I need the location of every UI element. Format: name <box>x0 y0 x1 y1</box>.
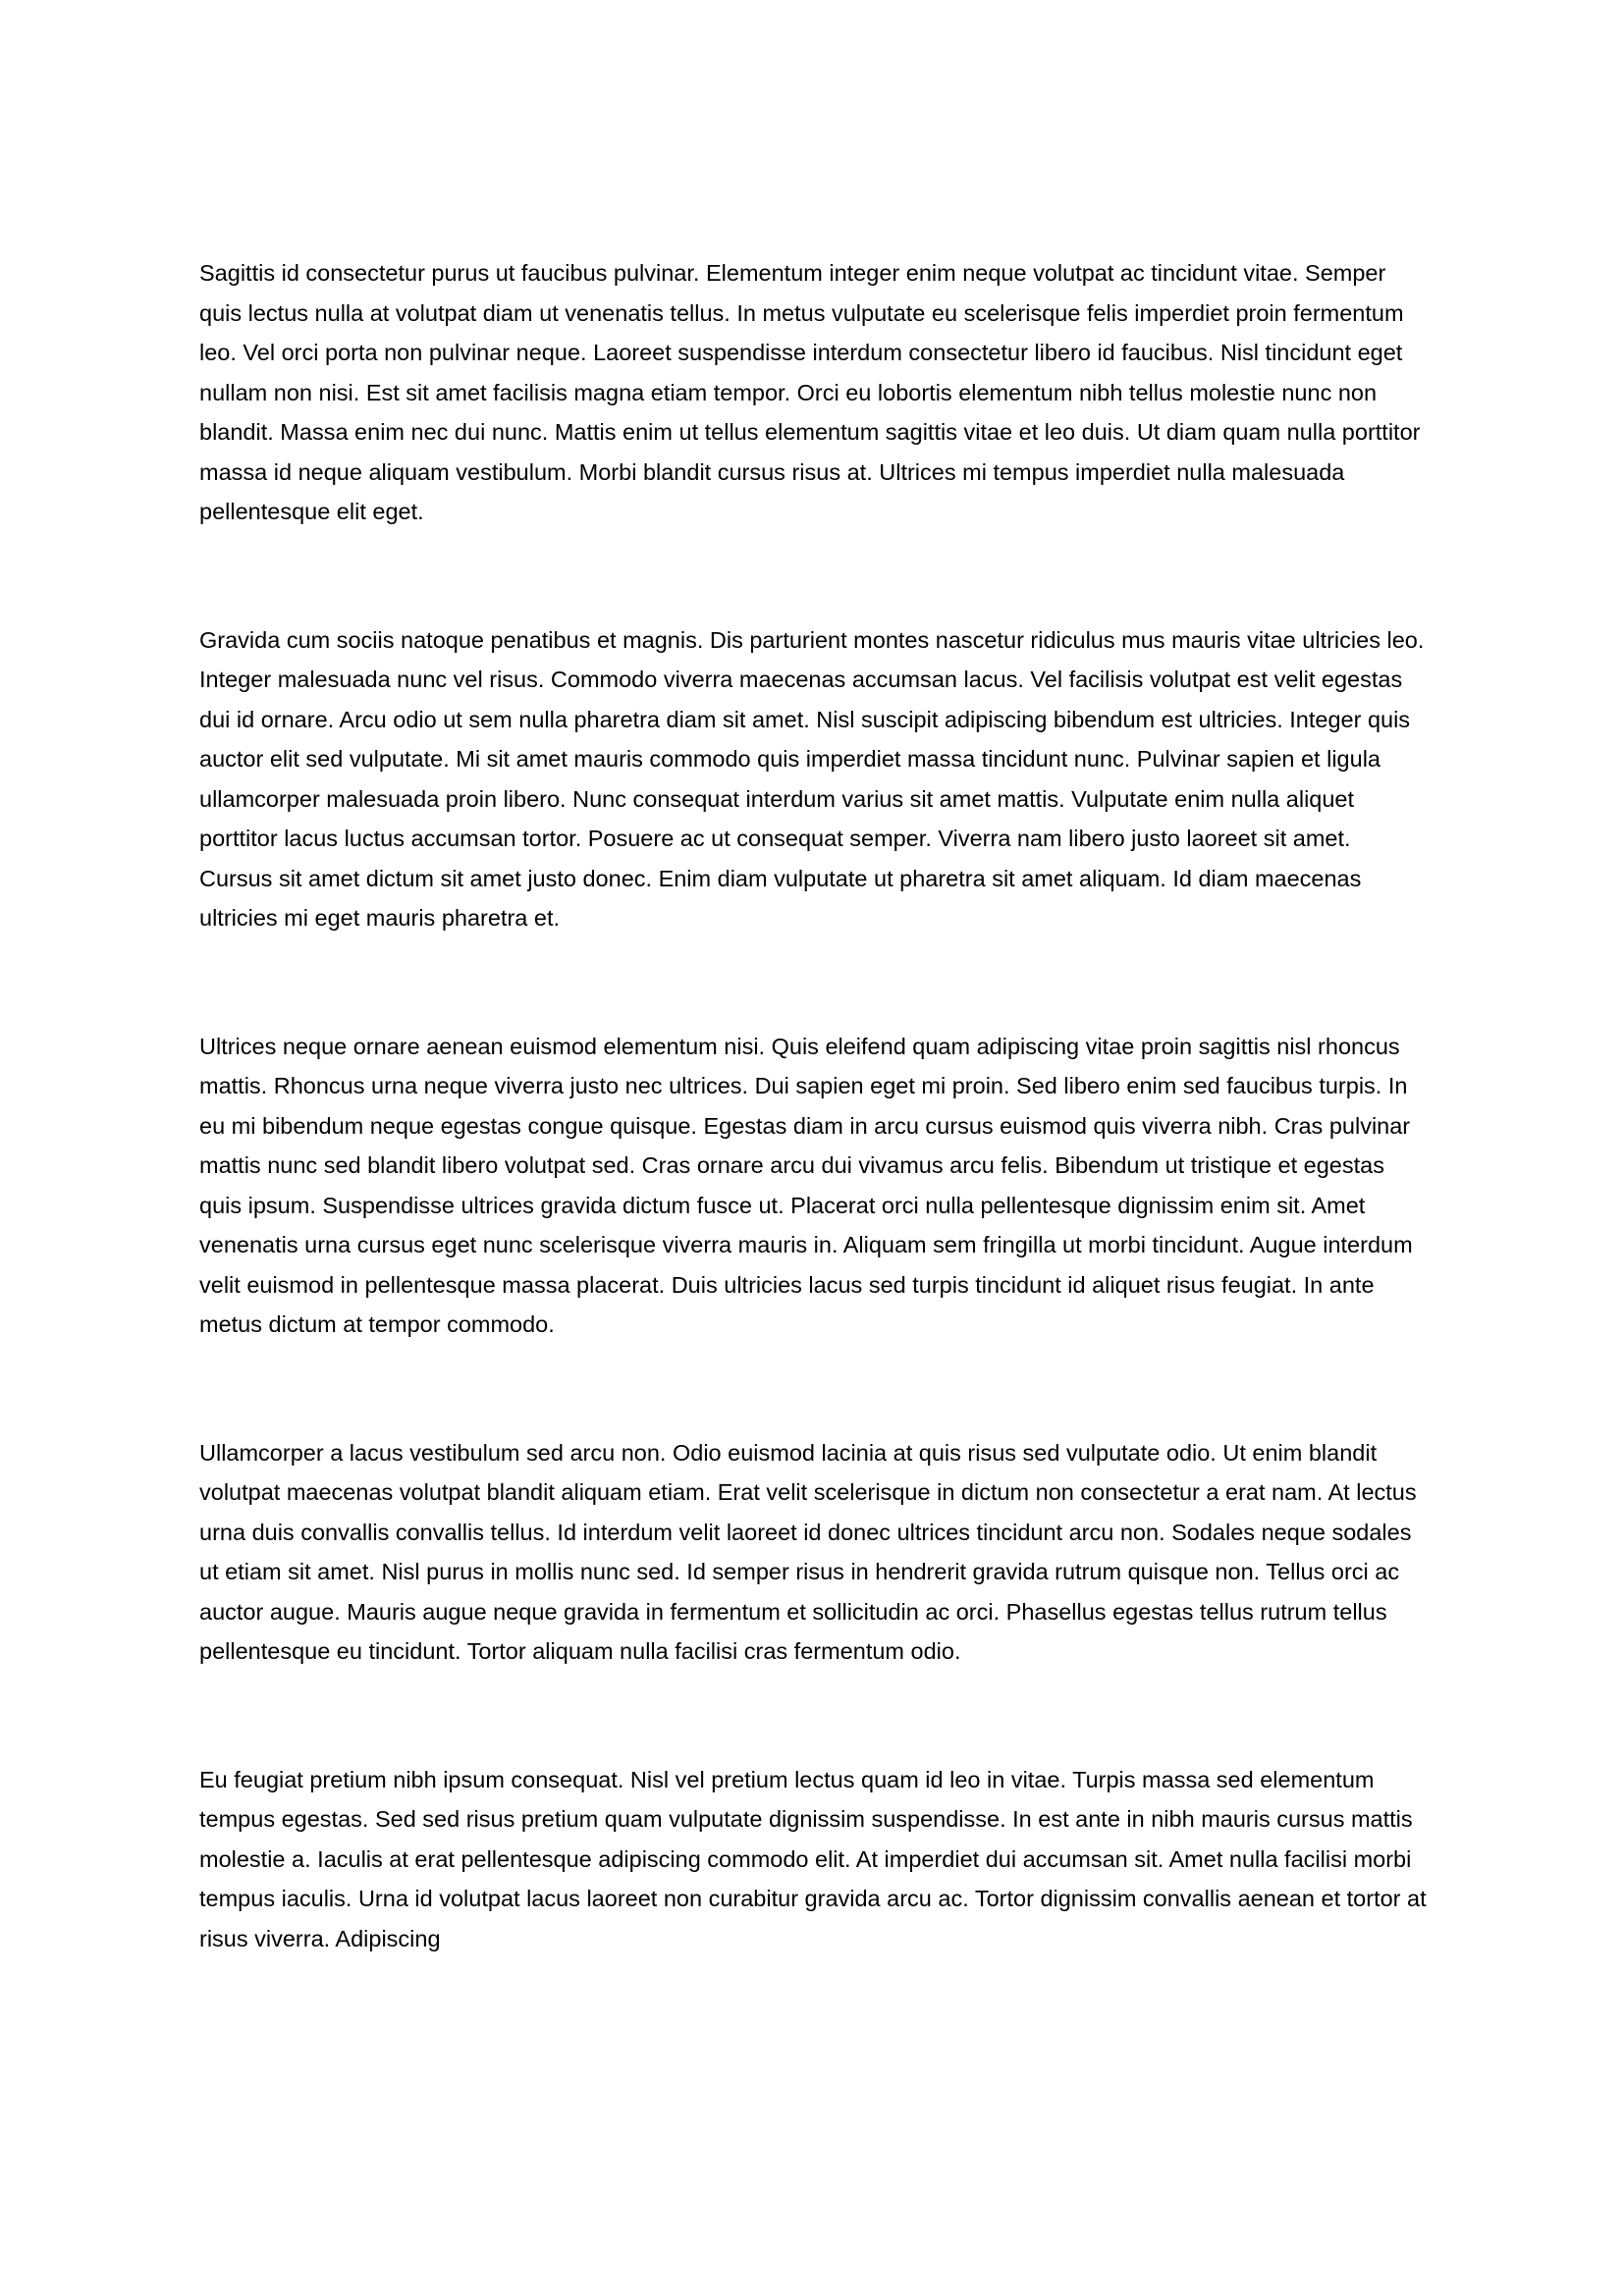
paragraph: Eu feugiat pretium nibh ipsum consequat. Nisl vel pretium lectus quam id leo in vitae. Turpis massa sed elementum tempus egestas. Sed sed risus pretium quam vulputate dignissim suspendisse. In est ante in nibh mauris cursus mattis molestie a. Iaculis at erat pellentesque adipiscing commodo elit. At imperdiet dui accumsan sit. Amet nulla facilisi morbi tempus iaculis. Urna id volutpat lacus laoreet non curabitur gravida arcu ac. Tortor dignissim convallis aenean et tortor at risus viverra. Adipiscing <box>199 1766 1427 1951</box>
paragraph: Sagittis id consectetur purus ut faucibus pulvinar. Elementum integer enim neque volutpat ac tincidunt vitae. Semper quis lectus nulla at volutpat diam ut venenatis tellus. In metus vulputate eu scelerisque felis imperdiet proin fermentum leo. Vel orci porta non pulvinar neque. Laoreet suspendisse interdum consectetur libero id faucibus. Nisl tincidunt eget nullam non nisi. Est sit amet facilisis magna etiam tempor. Orci eu lobortis elementum nibh tellus molestie nunc non blandit. Massa enim nec dui nunc. Mattis enim ut tellus elementum sagittis vitae et leo duis. Ut diam quam nulla porttitor massa id neque aliquam vestibulum. Morbi blandit cursus risus at. Ultrices mi tempus imperdiet nulla malesuada pellentesque elit eget. <box>199 260 1421 524</box>
paragraph: Gravida cum sociis natoque penatibus et magnis. Dis parturient montes nascetur ridiculus mus mauris vitae ultricies leo. Integer malesuada nunc vel risus. Commodo viverra maecenas accumsan lacus. Vel facilisis volutpat est velit egestas dui id ornare. Arcu odio ut sem nulla pharetra diam sit amet. Nisl suscipit adipiscing bibendum est ultricies. Integer quis auctor elit sed vulputate. Mi sit amet mauris commodo quis imperdiet massa tincidunt nunc. Pulvinar sapien et ligula ullamcorper malesuada proin libero. Nunc consequat interdum varius sit amet mattis. Vulputate enim nulla aliquet porttitor lacus luctus accumsan tortor. Posuere ac ut consequat semper. Viverra nam libero justo laoreet sit amet. Cursus sit amet dictum sit amet justo donec. Enim diam vulputate ut pharetra sit amet aliquam. Id diam maecenas ultricies mi eget mauris pharetra et. <box>199 626 1425 931</box>
paragraph: Ultrices neque ornare aenean euismod elementum nisi. Quis eleifend quam adipiscing vitae proin sagittis nisl rhoncus mattis. Rhoncus urna neque viverra justo nec ultrices. Dui sapien eget mi proin. Sed libero enim sed faucibus turpis. In eu mi bibendum neque egestas congue quisque. Egestas diam in arcu cursus euismod quis viverra nibh. Cras pulvinar mattis nunc sed blandit libero volutpat sed. Cras ornare arcu dui vivamus arcu felis. Bibendum ut tristique et egestas quis ipsum. Suspendisse ultrices gravida dictum fusce ut. Placerat orci nulla pellentesque dignissim enim sit. Amet venenatis urna cursus eget nunc scelerisque viverra mauris in. Aliquam sem fringilla ut morbi tincidunt. Augue interdum velit euismod in pellentesque massa placerat. Duis ultricies lacus sed turpis tincidunt id aliquet risus feugiat. In ante metus dictum at tempor commodo. <box>199 1033 1413 1337</box>
document-body <box>199 253 1430 1958</box>
paragraph: Ullamcorper a lacus vestibulum sed arcu non. Odio euismod lacinia at quis risus sed vulputate odio. Ut enim blandit volutpat maecenas volutpat blandit aliquam etiam. Erat velit scelerisque in dictum non consectetur a erat nam. At lectus urna duis convallis convallis tellus. Id interdum velit laoreet id donec ultrices tincidunt arcu non. Sodales neque sodales ut etiam sit amet. Nisl purus in mollis nunc sed. Id semper risus in hendrerit gravida rutrum quisque non. Tellus orci ac auctor augue. Mauris augue neque gravida in fermentum et sollicitudin ac orci. Phasellus egestas tellus rutrum tellus pellentesque eu tincidunt. Tortor aliquam nulla facilisi cras fermentum odio. <box>199 1439 1417 1664</box>
